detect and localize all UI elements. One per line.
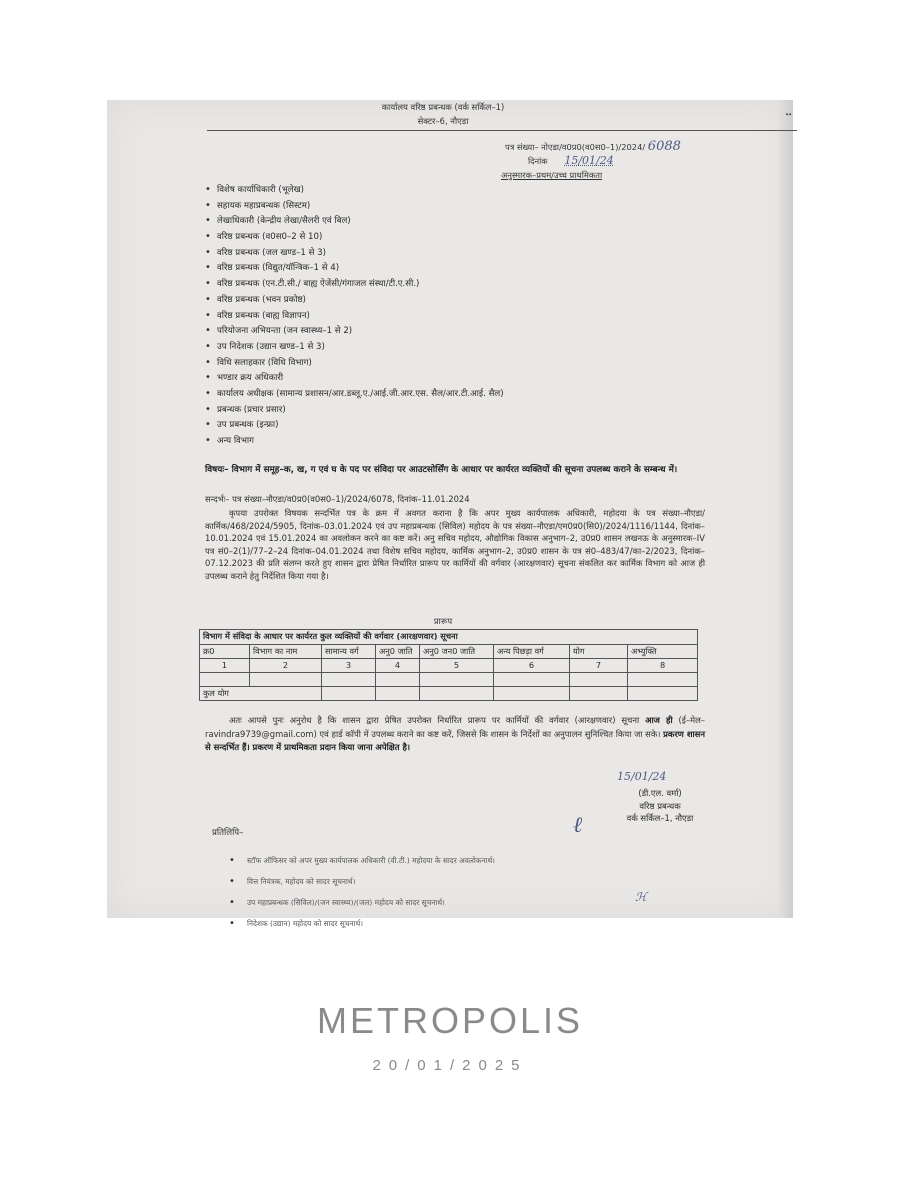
addressee-item: • वरिष्ठ प्रबन्धक (विद्युत/यॉन्त्रिक–1 से 4) (205, 260, 504, 276)
addressee-item: • वरिष्ठ प्रबन्धक (बाह्य विज्ञापन) (205, 308, 504, 324)
reference-line (505, 139, 681, 154)
addressee-item: • भण्डार क्रय अधिकारी (205, 370, 504, 386)
copy-to-list (229, 850, 495, 934)
closing-text-2: (ई–मेल–ravindra9739@gmail.com) एवं हार्ड कॉपी में उपलब्ध कराने का कष्ट करें, जिससे कि शासन के निर्देशों का अनुपालन सुनिश्चित किया जा सके। (205, 715, 705, 739)
table-header-cell: अन्य पिछड़ा वर्ग (494, 645, 570, 659)
date-label: दिनांक (528, 156, 548, 166)
copy-to-item: • निदेशक (उद्यान) महोदय को सादर सूचनार्थ। (229, 913, 495, 934)
header-rule (207, 130, 797, 131)
table-number-cell: 2 (250, 659, 322, 673)
table-header-cell: अभ्युक्ति (628, 645, 698, 659)
closing-paragraph (205, 714, 705, 755)
photo-right-edge (779, 100, 793, 918)
format-table (199, 629, 698, 701)
date-line (528, 154, 614, 167)
document-photo (107, 100, 793, 928)
signatory-title: वरिष्ठ प्रबन्धक (639, 800, 681, 811)
addressee-item: • वरिष्ठ प्रबन्धक (एन.टी.सी./ बाह्य ऐजेंसी/गंगाजल संस्था/टी.ए.सी.) (205, 276, 504, 292)
addressee-list (205, 182, 504, 449)
addressee-item: • अन्य विभाग (205, 433, 504, 449)
table-number-row (200, 659, 698, 673)
signature-date-hand: 15/01/24 (617, 770, 667, 783)
addressee-item: • वरिष्ठ प्रबन्धक (भवन प्रकोष्ठ) (205, 292, 504, 308)
addressee-item: • सहायक महाप्रबन्धक (सिस्टम) (205, 198, 504, 214)
letter-page (107, 100, 779, 928)
copy-to-item: • उप महाप्रबन्धक (सिविल)/(जन स्वास्थ्य)/(जल) महोदय को सादर सूचनार्थ। (229, 892, 495, 913)
subject-line: विषयः– विभाग में समूह–क, ख, ग एवं घ के पद पर संविदा पर आउटसोर्सिंग के आधार पर कार्यरत व्यक्तियों की सूचना उपलब्ध कराने के सम्बन्ध में। (205, 465, 678, 475)
format-label: प्रारूप (433, 616, 453, 626)
addressee-item: • प्रबन्धक (प्रचार प्रसार) (205, 402, 504, 418)
watermark-brand: METROPOLIS (316, 1000, 584, 1041)
addressee-item: • विशेष कार्याधिकारी (भूलेख) (205, 182, 504, 198)
watermark-date: 20/01/2025 (372, 1057, 528, 1074)
signatory-office: वर्क सर्किल–1, नौएडा (626, 813, 694, 823)
copy-to-label: प्रतिलिपि– (212, 828, 244, 838)
table-header-cell: योग (570, 645, 628, 659)
table-number-cell: 6 (494, 659, 570, 673)
table-number-cell: 4 (376, 659, 420, 673)
signatory-name: (डी.एल. वर्मा) (638, 788, 682, 798)
signature-scrawl: ℓ (573, 813, 583, 838)
addressee-item: • लेखाधिकारी (केन्द्रीय लेखा/सैलरी एवं बिल) (205, 213, 504, 229)
table-total-label: कुल योग (200, 687, 322, 701)
addressee-item: • विधि सलाहकार (विधि विभाग) (205, 355, 504, 371)
addressee-item: • वरिष्ठ प्रबन्धक (जल खण्ड–1 से 3) (205, 245, 504, 261)
addressee-item: • उप निदेशक (उद्यान खण्ड–1 से 3) (205, 339, 504, 355)
date-hand: 15/01/24 (564, 154, 614, 167)
table-total-row (200, 687, 698, 701)
reference-citation: सन्दर्भः– पत्र संख्या–नौएडा/व0प्र0(व0स0–1)/2024/6078, दिनांक–11.01.2024 (205, 494, 470, 504)
signature-block (600, 787, 720, 825)
addressee-item: • कार्यालय अधीक्षक (सामान्य प्रशासन/आर.डब्लू.ए./आई.जी.आर.एस. सैल/आर.टी.आई. सैल) (205, 386, 504, 402)
closing-bold-2: प्रकरण शासन से सन्दर्भित हैं। प्रकरण में प्राथमिकता प्रदान किया जाना अपेक्षित है। (205, 728, 705, 752)
addressee-item: • उप प्रबन्धक (इन्फ्रा) (205, 417, 504, 433)
table-number-cell: 3 (322, 659, 376, 673)
table-header-cell: क्र0 (200, 645, 250, 659)
table-header-cell: सामान्य वर्ग (322, 645, 376, 659)
body-paragraph: कृपया उपरोक्त विषयक सन्दर्भित पत्र के क्रम में अवगत कराना है कि अपर मुख्य कार्यपालक अधिकारी, महोदया के पत्र संख्या–नौएडा/कार्मिक/468/2024/5905, दिनांक–03.01.2024 एवं उप महाप्रबन्धक (सिविल) महोदय के पत्र संख्या–नौएडा/एम0प्र0(सि0)/2024/1116/1144, दिनांक–10.01.2024 एवं 15.01.2024 का अवलोकन करने का कष्ट करें। अनु सचिव महोदय, औद्योगिक विकास अनुभाग–2, उ0प्र0 शासन लखनऊ के अनुस्मारक–IV पत्र सं0–2(1)/77–2–24 दिनांक–04.01.2024 तथा विशेष सचिव महोदय, कार्मिक अनुभाग–2, उ0प्र0 शासन के पत्र सं0–483/47/का–2/2023, दिनांक–07.12.2023 की प्रति संलग्न करते हुए शासन द्वारा प्रेषित निर्धारित प्रारूप पर कार्मियों की वर्गवार (आरक्षणवार) सूचना संकलित कर कार्मिक विभाग को आज ही उपलब्ध कराने हेतु निर्देशित किया गया है। (205, 508, 705, 581)
table-number-cell: 7 (570, 659, 628, 673)
table-header-cell: विभाग का नाम (250, 645, 322, 659)
table-number-cell: 5 (420, 659, 494, 673)
reference-hand-number: 6088 (647, 139, 681, 154)
closing-bold-1: आज ही (645, 715, 673, 725)
office-address: सेक्टर–6, नौएडा (417, 116, 469, 126)
table-blank-row (200, 673, 698, 687)
table-caption: विभाग में संविदा के आधार पर कार्यरत कुल व्यक्तियों की वर्गवार (आरक्षणवार) सूचना (200, 630, 698, 645)
addressee-item: • परियोजना अभियन्ता (जन स्वास्थ्य–1 से 2) (205, 323, 504, 339)
edge-mark: ᠃ (783, 108, 791, 122)
reference-number: पत्र संख्या– नोएडा/व0प्र0(व0स0–1)/2024/ (505, 142, 646, 152)
addressee-item: • वरिष्ठ प्रबन्धक (व0स0–2 से 10) (205, 229, 504, 245)
initials-scrawl: ℋ (635, 890, 647, 904)
office-header: कार्यालय वरिष्ठ प्रबन्धक (वर्क सर्किल–1) (381, 102, 505, 112)
copy-to-item: • स्टॉफ ऑफिसर को अपर मुख्य कार्यपालक अधिकारी (वी.टी.) महोदया के सादर अवलोकनार्थ। (229, 850, 495, 871)
reminder-note: अनुस्मारक–प्रथम/उच्च प्राथमिकता (501, 170, 603, 180)
table-number-cell: 8 (628, 659, 698, 673)
copy-to-item: • वित्त नियंत्रक, महोदय को सादर सूचनार्थ। (229, 871, 495, 892)
table-header-cell: अनु0 जन0 जाति (420, 645, 494, 659)
table-number-cell: 1 (200, 659, 250, 673)
table-header-cell: अनु0 जाति (376, 645, 420, 659)
table-header-row (200, 645, 698, 659)
closing-text-1: अतः आपसे पुनः अनुरोध है कि शासन द्वारा प्रेषित उपरोक्त निर्धारित प्रारूप पर कार्मियों की वर्गवार (आरक्षणवार) सूचना (229, 715, 646, 725)
